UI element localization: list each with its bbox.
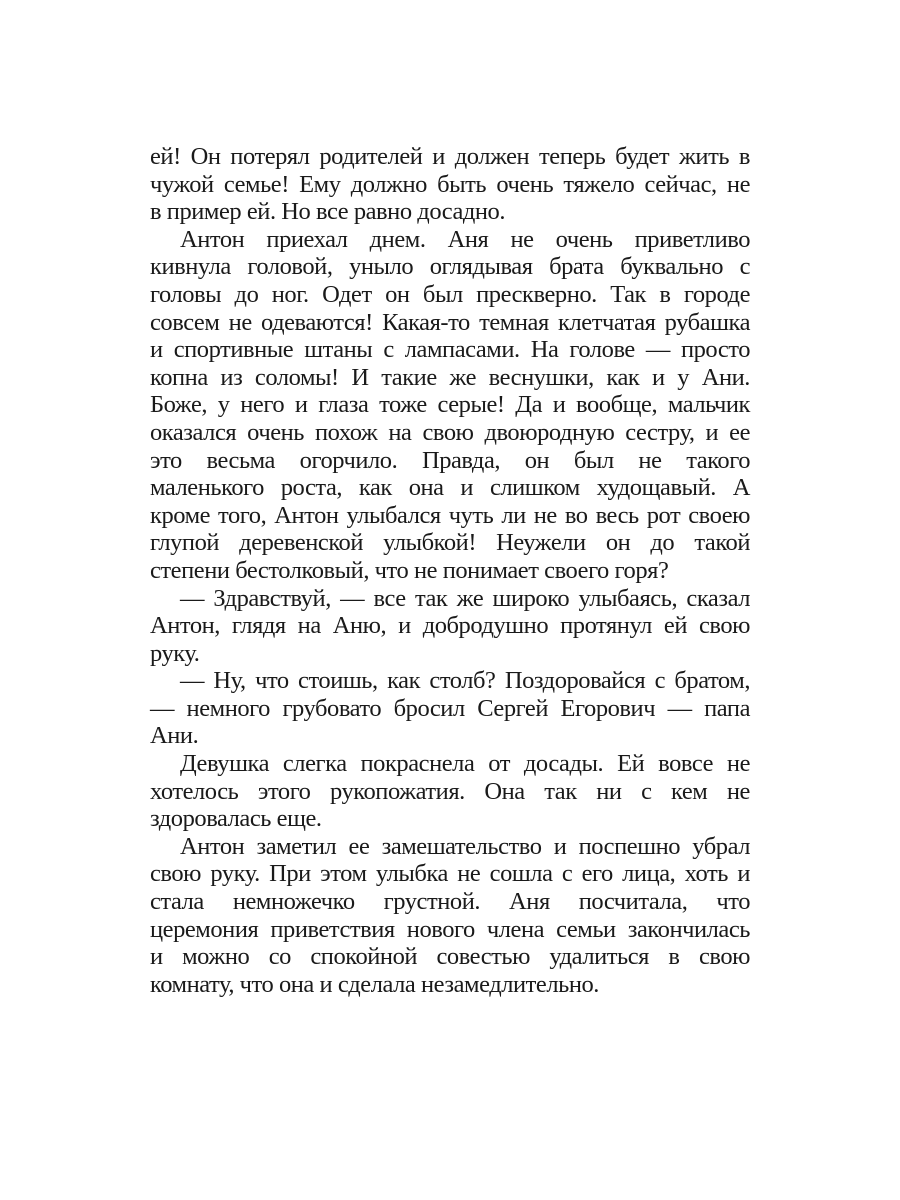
text-line: — Ну, что стоишь, как столб? Поздоровайся с братом,: [180, 667, 750, 695]
text-line: оказался очень похож на свою двоюродную сестру, и ее: [150, 418, 750, 446]
text-line: головы до ног. Одет он был прескверно. Так в городе: [150, 280, 750, 308]
text-line: Антон заметил ее замешательство и поспешно убрал: [180, 832, 750, 860]
paragraph: [150, 833, 750, 999]
text-line: — немного грубовато бросил Сергей Егорович — папа: [150, 694, 750, 722]
text-line: это весьма огорчило. Правда, он был не такого: [150, 446, 750, 474]
paragraph: [150, 585, 750, 668]
paragraph: [150, 226, 750, 585]
text-line: чужой семье! Ему должно быть очень тяжело сейчас, не: [150, 170, 750, 198]
text-line: и можно со спокойной совестью удалиться в свою: [150, 943, 750, 971]
text-line: — Здравствуй, — все так же широко улыбаясь, сказал: [180, 584, 750, 612]
paragraph: [150, 143, 750, 226]
text-line: Ани.: [150, 722, 199, 750]
text-line: руку.: [150, 639, 200, 667]
text-line: Антон, глядя на Аню, и добродушно протянул ей свою: [150, 612, 750, 640]
text-line: стала немножечко грустной. Аня посчитала, что: [150, 888, 750, 916]
paragraph: [150, 750, 750, 833]
text-line: Девушка слегка покраснела от досады. Ей вовсе не: [180, 750, 750, 778]
text-line: маленького роста, как она и слишком худощавый. А: [150, 474, 750, 502]
text-line: Боже, у него и глаза тоже серые! Да и вообще, мальчик: [150, 391, 750, 419]
text-line: и спортивные штаны с лампасами. На голове — просто: [150, 336, 750, 364]
text-line: свою руку. При этом улыбка не сошла с его лица, хоть и: [150, 860, 750, 888]
text-line: в пример ей. Но все равно досадно.: [150, 198, 506, 226]
text-line: ей! Он потерял родителей и должен теперь будет жить в: [150, 143, 750, 170]
paragraph: [150, 667, 750, 750]
text-line: комнату, что она и сделала незамедлительно.: [150, 970, 599, 998]
text-line: церемония приветствия нового члена семьи закончилась: [150, 915, 750, 943]
text-line: Антон приехал днем. Аня не очень приветливо: [180, 225, 750, 253]
page-body-text: [150, 143, 750, 998]
text-line: кроме того, Антон улыбался чуть ли не во весь рот своею: [150, 501, 750, 529]
text-line: здоровалась еще.: [150, 805, 322, 833]
text-line: глупой деревенской улыбкой! Неужели он до такой: [150, 529, 750, 557]
text-line: степени бестолковый, что не понимает своего горя?: [150, 556, 669, 584]
text-line: хотелось этого рукопожатия. Она так ни с кем не: [150, 777, 750, 805]
text-line: копна из соломы! И такие же веснушки, как и у Ани.: [150, 363, 750, 391]
text-line: кивнула головой, уныло оглядывая брата буквально с: [150, 253, 750, 281]
text-line: совсем не одеваются! Какая-то темная клетчатая рубашка: [150, 308, 750, 336]
